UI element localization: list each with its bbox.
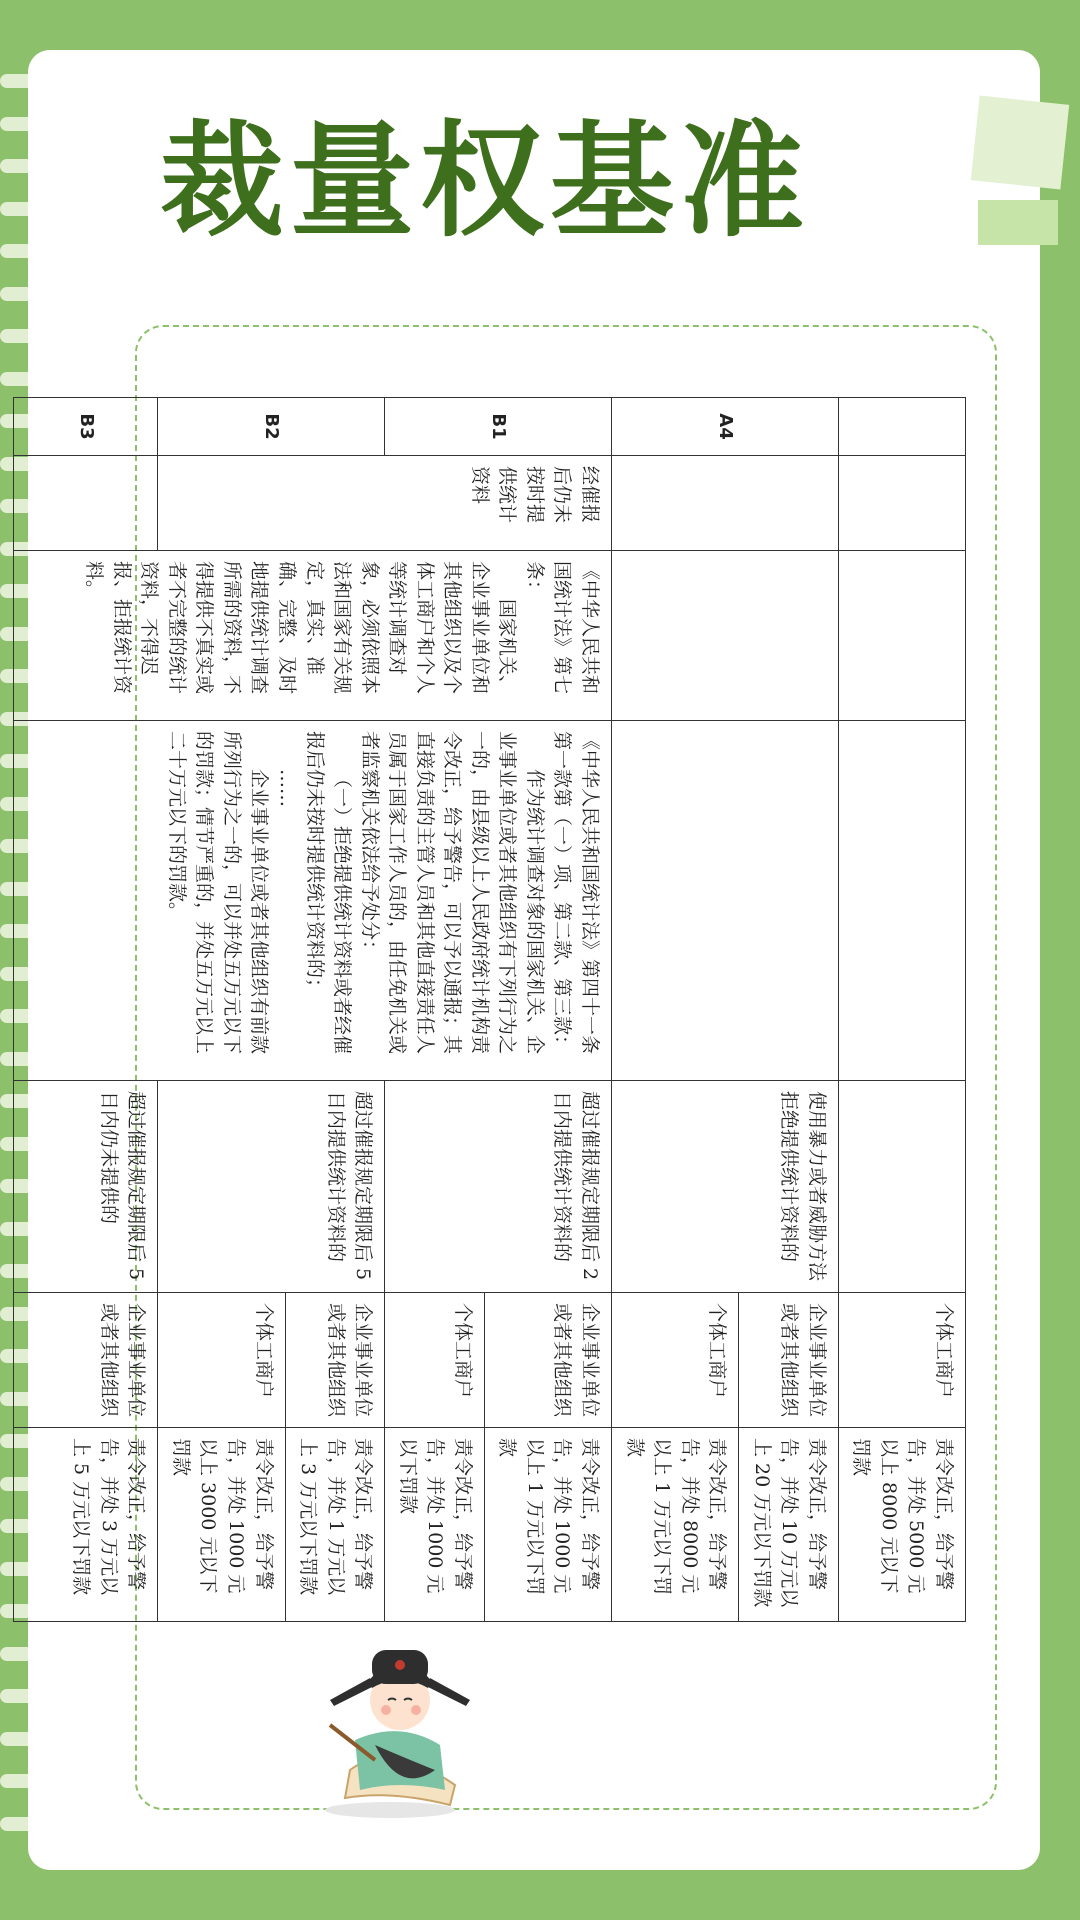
situation-cell xyxy=(611,456,838,551)
row-code: B2 xyxy=(158,398,385,456)
circumstance-cell: 超过催报规定期限后 5 日内提供统计资料的 xyxy=(158,1081,385,1293)
penalty-standard-cell: 责令改正，给予警告，并处 1 万元以上 3 万元以下罚款 xyxy=(285,1428,385,1622)
penalty-paragraph: （一）拒绝提供统计资料或者经催报后仍未按时提供统计资料的； xyxy=(303,731,354,1055)
circumstance-cell: 超过催报规定期限后 5 日内仍未提供的 xyxy=(14,1081,158,1293)
subject-cell: 企业事业单位或者其他组织 xyxy=(14,1293,158,1428)
penalty-title: 《中华人民共和国统计法》第四十一条第一款第（一）项、第二款、第三款： xyxy=(551,731,601,1055)
penalty-basis-cell xyxy=(14,721,612,1081)
circumstance-cell: 使用暴力或者威胁方法拒绝提供统计资料的 xyxy=(611,1081,838,1293)
table-row xyxy=(484,398,611,1622)
subject-cell: 企业事业单位或者其他组织 xyxy=(739,1293,839,1428)
situation-cell xyxy=(14,456,158,551)
circumstance-cell: 超过催报规定期限后 2 日内提供统计资料的 xyxy=(385,1081,612,1293)
discretion-table xyxy=(13,397,966,1622)
penalty-standard-cell: 责令改正，给予警告，并处 5000 元以上 8000 元以下罚款 xyxy=(838,1428,965,1622)
penalty-basis-cell xyxy=(611,721,838,1081)
page-title: 裁量权基准 xyxy=(160,110,811,254)
penalty-paragraph: …… xyxy=(275,769,298,807)
penalty-paragraph: 作为统计调查对象的国家机关、企业事业单位或者其他组织有下列行为之一的，由县级以上人民政府统计机构责令改正，给予警告，可以予以通报；其直接负责的主管人员和其他直接责任人员属于国家工作人员的，由任免机关或者监察机关依法给予处分： xyxy=(358,731,546,1055)
law-body: 国家机关、企业事业单位和其他组织以及个体工商户和个人等统计调查对象，必须依照本法和国家有关规定，真实、准确、完整、及时地提供统计调查所需的资料，不得提供不真实或者不完整的统计资料，不得迟报、拒报统计资料。 xyxy=(83,561,519,695)
penalty-basis-cell xyxy=(838,721,965,1081)
sticky-tab-bottom xyxy=(978,200,1058,245)
penalty-paragraph: 企业事业单位或者其他组织有前款所列行为之一的，可以并处五万元以下的罚款；情节严重的，并处五万元以上二十万元以下的罚款。 xyxy=(165,731,271,1055)
subject-cell: 企业事业单位或者其他组织 xyxy=(285,1293,385,1428)
subject-cell: 个体工商户 xyxy=(611,1293,738,1428)
circumstance-cell xyxy=(838,1081,965,1293)
law-cell xyxy=(14,551,612,721)
penalty-standard-cell: 责令改正，给予警告，并处 1000 元以上 3000 元以下罚款 xyxy=(158,1428,285,1622)
penalty-standard-cell: 责令改正，给予警告，并处 10 万元以上 20 万元以下罚款 xyxy=(739,1428,839,1622)
situation-cell: 经催报后仍未按时提供统计资料 xyxy=(158,456,612,551)
penalty-standard-cell: 责令改正，给予警告，并处 1000 元以上 1 万元以下罚款 xyxy=(484,1428,611,1622)
penalty-standard-cell: 责令改正，给予警告，并处 3 万元以上 5 万元以下罚款 xyxy=(14,1428,158,1622)
subject-cell: 个体工商户 xyxy=(385,1293,485,1428)
scholar-illustration xyxy=(320,1620,520,1820)
law-title: 《中华人民共和国统计法》第七条： xyxy=(523,561,601,695)
law-cell xyxy=(838,551,965,721)
table-row xyxy=(838,398,965,1622)
situation-cell xyxy=(838,456,965,551)
sticky-tab-top xyxy=(971,96,1069,190)
row-code: B1 xyxy=(385,398,612,456)
table-row xyxy=(739,398,839,1622)
row-code: A4 xyxy=(611,398,838,456)
subject-cell: 个体工商户 xyxy=(838,1293,965,1428)
penalty-standard-cell: 责令改正，给予警告，并处 1000 元以下罚款 xyxy=(385,1428,485,1622)
subject-cell: 个体工商户 xyxy=(158,1293,285,1428)
row-code xyxy=(838,398,965,456)
subject-cell: 企业事业单位或者其他组织 xyxy=(484,1293,611,1428)
row-code: B3 xyxy=(14,398,158,456)
law-cell xyxy=(611,551,838,721)
penalty-standard-cell: 责令改正，给予警告，并处 8000 元以上 1 万元以下罚款 xyxy=(611,1428,738,1622)
